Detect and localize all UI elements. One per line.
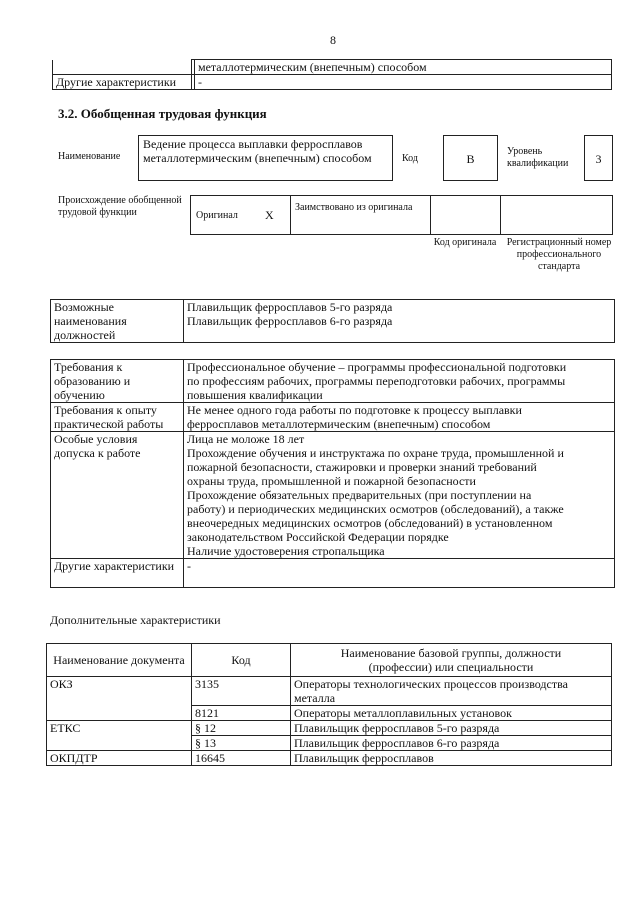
additional-header-doc: Наименование документа: [47, 644, 192, 677]
level-label: Уровень квалификации: [507, 146, 569, 169]
req-label-other: Другие характеристики: [51, 559, 184, 588]
table-row: [47, 677, 612, 706]
row-name: Операторы технологических процессов производства металла: [291, 677, 612, 706]
positions-values: [184, 300, 615, 343]
code-original-label: Код оригинала: [433, 237, 497, 248]
row-code: 8121: [192, 706, 291, 721]
req-line: законодательством Российской Федерации порядке: [187, 530, 449, 544]
code-label: Код: [402, 153, 418, 164]
req-line: Прохождение обучения и инструктажа по охране труда, промышленной и: [187, 446, 564, 460]
origin-divider: [290, 195, 291, 235]
row-doc: ОКПДТР: [47, 751, 192, 766]
req-label-education: Требования к образованию и обучению: [51, 360, 184, 403]
row-name: Плавильщик ферросплавов 6-го разряда: [291, 736, 612, 751]
origin-label: Происхождение обобщенной трудовой функции: [58, 195, 182, 218]
position-item: Плавильщик ферросплавов 6-го разряда: [187, 314, 393, 328]
req-label-experience: Требования к опыту практической работы: [51, 403, 184, 432]
req-line: охраны труда, промышленной и пожарной безопасности: [187, 474, 476, 488]
top-table: [52, 59, 612, 90]
page-number: 8: [330, 33, 336, 47]
name-label: Наименование: [58, 151, 121, 162]
req-value-other: -: [184, 559, 615, 588]
origin-divider: [430, 195, 431, 235]
requirements-table: [50, 359, 615, 588]
code-value: В: [443, 135, 498, 181]
reg-number-label: Регистрационный номер профессионального стандарта: [506, 237, 612, 272]
row-code: § 12: [192, 721, 291, 736]
name-value: Ведение процесса выплавки ферросплавов металлотермическим (внепечным) способом: [143, 137, 372, 165]
req-value-experience: [184, 403, 615, 432]
req-line: Наличие удостоверения стропальщика: [187, 544, 385, 558]
additional-header-code: Код: [192, 644, 291, 677]
table-row: [47, 721, 612, 736]
positions-label: Возможные наименования должностей: [51, 300, 184, 343]
req-line: ферросплавов металлотермическим (внепечным) способом: [187, 417, 491, 431]
req-value-conditions: [184, 432, 615, 559]
name-value-box: [138, 135, 393, 181]
row-code: § 13: [192, 736, 291, 751]
req-line: Не менее одного года работы по подготовке к процессу выплавки: [187, 403, 522, 417]
origin-table: [190, 195, 613, 235]
req-line: Прохождение обязательных предварительных (при поступлении на: [187, 488, 532, 502]
borrowed-label: Заимствовано из оригинала: [295, 202, 413, 213]
origin-divider: [500, 195, 501, 235]
positions-table: [50, 299, 615, 343]
section-title: 3.2. Обобщенная трудовая функция: [58, 106, 267, 121]
top-table-row1-value: металлотермическим (внепечным) способом: [195, 60, 612, 75]
additional-header-name: Наименование базовой группы, должности (профессии) или специальности: [291, 644, 612, 677]
top-table-row2-label: Другие характеристики: [53, 75, 192, 90]
req-line: работу) и периодических медицинских осмотров (обследований), а также: [187, 502, 564, 516]
original-label: Оригинал: [196, 210, 238, 221]
req-line: пожарной безопасности, стажировки и проверки знаний требований: [187, 460, 537, 474]
additional-title: Дополнительные характеристики: [50, 613, 221, 627]
top-table-row2-value: -: [195, 75, 612, 90]
row-code: 16645: [192, 751, 291, 766]
row-name: Плавильщик ферросплавов 5-го разряда: [291, 721, 612, 736]
position-item: Плавильщик ферросплавов 5-го разряда: [187, 300, 393, 314]
row-name: Операторы металлоплавильных установок: [291, 706, 612, 721]
top-table-empty-cell: [53, 60, 192, 75]
row-doc: ОКЗ: [47, 677, 192, 721]
req-line: внеочередных медицинских осмотров (обследований) в установленном: [187, 516, 553, 530]
req-value-education: [184, 360, 615, 403]
req-line: Лица не моложе 18 лет: [187, 432, 305, 446]
original-mark: X: [265, 208, 274, 222]
row-doc: ЕТКС: [47, 721, 192, 751]
row-code: 3135: [192, 677, 291, 706]
table-row: [47, 751, 612, 766]
req-line: по профессиям рабочих, программы переподготовки рабочих, программы: [187, 374, 566, 388]
req-line: повышения квалификации: [187, 388, 323, 402]
req-line: Профессиональное обучение – программы профессиональной подготовки: [187, 360, 567, 374]
row-name: Плавильщик ферросплавов: [291, 751, 612, 766]
req-label-conditions: Особые условия допуска к работе: [51, 432, 184, 559]
additional-table: [46, 643, 612, 766]
level-value: 3: [584, 135, 613, 181]
